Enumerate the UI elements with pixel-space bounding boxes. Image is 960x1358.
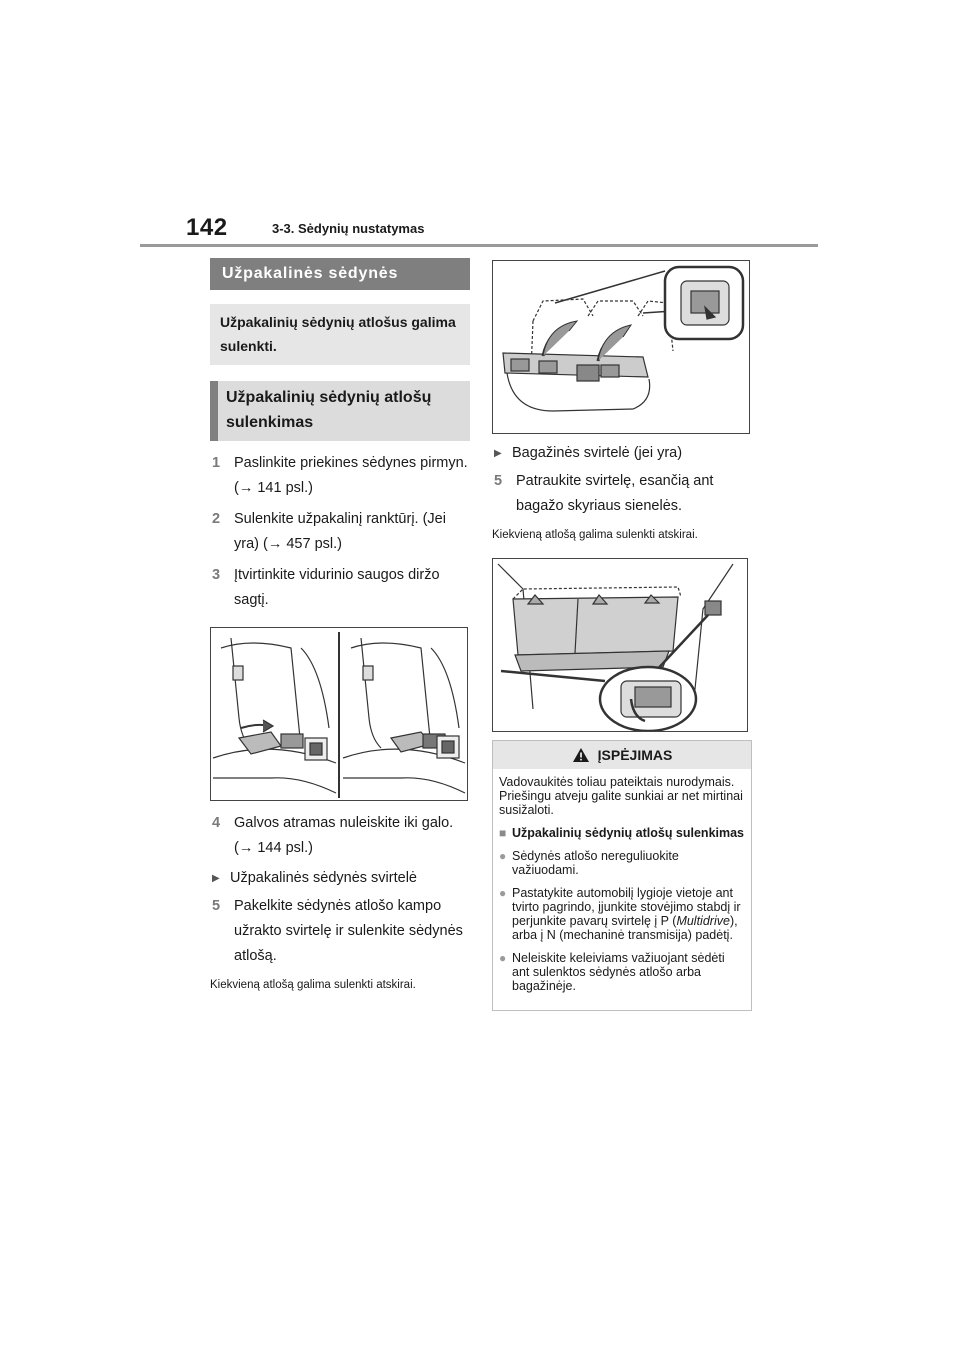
warning-item-text-part2: ), arba į N (mechaninė transmisija) padėtį.	[512, 914, 738, 942]
note-text: Kiekvieną atlošą galima sulenkti atskirai.	[210, 979, 416, 991]
warning-item-1	[499, 849, 745, 877]
warning-item-text: Sėdynės atlošo nereguliuokite važiuodami.	[512, 849, 679, 877]
warning-subheading	[499, 826, 745, 840]
warning-item-3	[499, 951, 745, 993]
step-number: 3	[212, 567, 221, 583]
rear-seat-fold-illustration	[492, 260, 750, 434]
warning-item-2	[499, 886, 745, 942]
section-title: Užpakalinės sėdynės	[210, 258, 470, 290]
step-number: 2	[212, 511, 221, 527]
seatbelt-illustration-svg	[211, 628, 467, 800]
step-2	[210, 507, 470, 557]
subheading: Užpakalinių sėdynių atlošų sulenkimas	[210, 381, 470, 441]
warning-intro: Vadovaukitės toliau pateiktais nurodymais. Priešingu atveju galite sunkiai ar net mirtinai susižaloti.	[499, 775, 743, 817]
step-text: Patraukite svirtelę, esančią ant bagažo skyriaus sienelės.	[516, 473, 714, 514]
step-5-trunk	[492, 469, 750, 519]
step-text: Paslinkite priekines sėdynes pirmyn. (→ 141 psl.)	[234, 455, 468, 496]
trunk-illustration-svg	[493, 559, 747, 731]
warning-item-text-part1: Pastatykite automobilį lygioje vietoje ant tvirto pagrindo, įjunkite stovėjimo stabdį ir perjunkite pavarų svirtelę į P (	[512, 886, 741, 928]
warning-box	[492, 740, 752, 1011]
warning-body	[493, 769, 751, 1010]
header-rule	[140, 244, 818, 247]
step-text: Sulenkite užpakalinį ranktūrį. (Jei yra) (→ 457 psl.)	[234, 511, 446, 552]
step-text: Galvos atramas nuleiskite iki galo. (→ 144 psl.)	[234, 815, 454, 856]
step-text: Pakelkite sėdynės atlošo kampo užrakto svirtelę ir sulenkite sėdynės atlošą.	[234, 898, 463, 964]
warning-item-italic: Multidrive	[676, 914, 730, 928]
step-number: 5	[212, 898, 221, 914]
step-number: 1	[212, 455, 221, 471]
seat-fold-illustration-svg	[493, 261, 749, 433]
page-number: 142	[186, 214, 228, 241]
left-column	[210, 258, 470, 992]
bullet-text: Bagažinės svirtelė (jei yra)	[512, 445, 683, 461]
step-number: 5	[494, 473, 503, 489]
triangle-right-icon: ▶	[494, 448, 502, 459]
option-bullet	[212, 867, 470, 890]
triangle-right-icon: ▶	[212, 873, 220, 884]
step-text: Įtvirtinkite vidurinio saugos diržo sagtį.	[234, 567, 440, 608]
note-text: Kiekvieną atlošą galima sulenkti atskirai.	[492, 529, 698, 541]
step-4	[210, 811, 470, 861]
seatbelt-buckle-illustration	[210, 627, 468, 801]
warning-item-text	[512, 886, 745, 942]
circle-icon: ●	[499, 886, 507, 900]
step-number: 4	[212, 815, 221, 831]
steps-list	[210, 451, 470, 613]
step-3	[210, 563, 470, 613]
square-icon: ■	[499, 826, 507, 840]
step-5	[210, 894, 470, 969]
section-header: 3-3. Sėdynių nustatymas	[272, 221, 425, 236]
trunk-lever-illustration	[492, 558, 748, 732]
circle-icon: ●	[499, 849, 507, 863]
option-bullet	[494, 442, 750, 465]
bullet-text: Užpakalinės sėdynės svirtelė	[230, 870, 417, 886]
warning-header	[493, 741, 751, 769]
warning-title: ĮSPĖJIMAS	[597, 747, 673, 763]
warning-triangle-icon	[572, 747, 590, 763]
right-column	[492, 260, 750, 1011]
warning-item-text: Neleiskite keleiviams važiuojant sėdėti ant sulenktos sėdynės atlošo arba bagažinėje.	[512, 951, 725, 993]
warning-subheading-text: Užpakalinių sėdynių atlošų sulenkimas	[512, 826, 745, 840]
step-1	[210, 451, 470, 501]
circle-icon: ●	[499, 951, 507, 965]
intro-box: Užpakalinių sėdynių atlošus galima sulenkti.	[210, 304, 470, 365]
